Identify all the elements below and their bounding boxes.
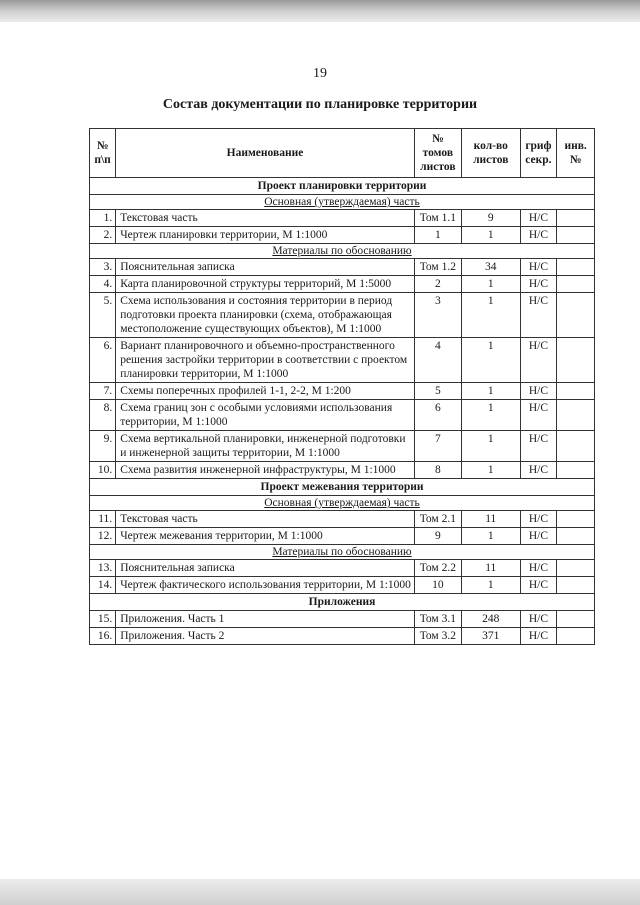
- row-inv: [557, 528, 595, 545]
- table-row: [90, 462, 595, 479]
- row-tom: 6: [414, 400, 461, 431]
- table-header-row: [90, 129, 595, 178]
- row-kol: 1: [461, 431, 520, 462]
- header-kol: кол-во листов: [461, 129, 520, 178]
- row-num: 2.: [90, 227, 116, 244]
- row-name: Текстовая часть: [116, 511, 415, 528]
- page-title: Состав документации по планировке территории: [162, 97, 478, 112]
- row-tom: 4: [414, 338, 461, 383]
- row-inv: [557, 577, 595, 594]
- row-tom: 7: [414, 431, 461, 462]
- row-inv: [557, 462, 595, 479]
- scan-top-shadow: [0, 0, 640, 22]
- row-name: Вариант планировочного и объемно-пространственного решения застройки территории в соответствии с проектом планировки территории, М 1:1000: [116, 338, 415, 383]
- row-inv: [557, 227, 595, 244]
- row-grif: Н/С: [520, 293, 557, 338]
- row-num: 4.: [90, 276, 116, 293]
- table-row: [90, 338, 595, 383]
- header-tom: № томов листов: [414, 129, 461, 178]
- row-name: Схема развития инженерной инфраструктуры, М 1:1000: [116, 462, 415, 479]
- row-tom: 3: [414, 293, 461, 338]
- row-inv: [557, 259, 595, 276]
- row-name: Приложения. Часть 1: [116, 611, 415, 628]
- row-kol: 34: [461, 259, 520, 276]
- row-inv: [557, 210, 595, 227]
- header-num: № п\п: [90, 129, 116, 178]
- row-name: Чертеж планировки территории, М 1:1000: [116, 227, 415, 244]
- table-row: [90, 628, 595, 645]
- row-grif: Н/С: [520, 528, 557, 545]
- row-inv: [557, 400, 595, 431]
- row-name: Чертеж межевания территории, М 1:1000: [116, 528, 415, 545]
- row-grif: Н/С: [520, 511, 557, 528]
- row-grif: Н/С: [520, 628, 557, 645]
- subsection-heading: Основная (утверждаемая) часть: [90, 496, 595, 511]
- row-grif: Н/С: [520, 462, 557, 479]
- row-tom: Том 1.2: [414, 259, 461, 276]
- section-heading: Приложения: [90, 594, 595, 611]
- row-tom: Том 2.2: [414, 560, 461, 577]
- row-inv: [557, 511, 595, 528]
- row-grif: Н/С: [520, 431, 557, 462]
- row-grif: Н/С: [520, 227, 557, 244]
- row-kol: 1: [461, 528, 520, 545]
- row-grif: Н/С: [520, 276, 557, 293]
- table-row: [90, 528, 595, 545]
- row-kol: 1: [461, 577, 520, 594]
- row-name: Схема границ зон с особыми условиями использования территории, М 1:1000: [116, 400, 415, 431]
- row-tom: Том 3.2: [414, 628, 461, 645]
- row-tom: 1: [414, 227, 461, 244]
- row-inv: [557, 338, 595, 383]
- row-name: Приложения. Часть 2: [116, 628, 415, 645]
- row-name: Карта планировочной структуры территорий, М 1:5000: [116, 276, 415, 293]
- row-name: Схема использования и состояния территории в период подготовки проекта планировки (схема, отображающая местоположение существующих объектов), М 1:1000: [116, 293, 415, 338]
- row-name: Текстовая часть: [116, 210, 415, 227]
- row-inv: [557, 628, 595, 645]
- row-tom: 2: [414, 276, 461, 293]
- row-name: Схемы поперечных профилей 1-1, 2-2, М 1:200: [116, 383, 415, 400]
- row-kol: 1: [461, 338, 520, 383]
- row-kol: 1: [461, 400, 520, 431]
- table-row: [90, 227, 595, 244]
- table-row: [90, 431, 595, 462]
- row-tom: 10: [414, 577, 461, 594]
- row-tom: Том 2.1: [414, 511, 461, 528]
- table-row: [90, 511, 595, 528]
- header-name: Наименование: [116, 129, 415, 178]
- row-tom: 8: [414, 462, 461, 479]
- row-num: 8.: [90, 400, 116, 431]
- table-row: [90, 577, 595, 594]
- row-kol: 1: [461, 293, 520, 338]
- row-num: 13.: [90, 560, 116, 577]
- row-grif: Н/С: [520, 210, 557, 227]
- row-inv: [557, 276, 595, 293]
- row-grif: Н/С: [520, 400, 557, 431]
- row-inv: [557, 560, 595, 577]
- row-inv: [557, 383, 595, 400]
- row-num: 16.: [90, 628, 116, 645]
- row-kol: 1: [461, 383, 520, 400]
- header-grif: гриф секр.: [520, 129, 557, 178]
- row-inv: [557, 611, 595, 628]
- row-kol: 1: [461, 462, 520, 479]
- row-kol: 9: [461, 210, 520, 227]
- table-row: [90, 210, 595, 227]
- row-num: 11.: [90, 511, 116, 528]
- header-inv: инв. №: [557, 129, 595, 178]
- row-kol: 248: [461, 611, 520, 628]
- row-num: 1.: [90, 210, 116, 227]
- row-kol: 1: [461, 227, 520, 244]
- subsection-heading: Материалы по обоснованию: [90, 545, 595, 560]
- row-grif: Н/С: [520, 577, 557, 594]
- table-row: [90, 383, 595, 400]
- table-row: [90, 560, 595, 577]
- row-kol: 1: [461, 276, 520, 293]
- row-num: 6.: [90, 338, 116, 383]
- row-grif: Н/С: [520, 259, 557, 276]
- row-num: 10.: [90, 462, 116, 479]
- row-tom: 5: [414, 383, 461, 400]
- table-row: [90, 400, 595, 431]
- row-name: Пояснительная записка: [116, 560, 415, 577]
- row-inv: [557, 293, 595, 338]
- documentation-table: [89, 128, 595, 645]
- row-grif: Н/С: [520, 560, 557, 577]
- row-name: Схема вертикальной планировки, инженерной подготовки и инженерной защиты территории, М 1:1000: [116, 431, 415, 462]
- table-row: [90, 259, 595, 276]
- table-row: [90, 611, 595, 628]
- row-kol: 11: [461, 560, 520, 577]
- row-num: 14.: [90, 577, 116, 594]
- row-tom: Том 1.1: [414, 210, 461, 227]
- row-num: 12.: [90, 528, 116, 545]
- row-name: Пояснительная записка: [116, 259, 415, 276]
- row-kol: 371: [461, 628, 520, 645]
- row-num: 15.: [90, 611, 116, 628]
- table-row: [90, 293, 595, 338]
- scan-bottom-shadow: [0, 879, 640, 905]
- row-inv: [557, 431, 595, 462]
- row-num: 5.: [90, 293, 116, 338]
- row-grif: Н/С: [520, 611, 557, 628]
- section-heading: Проект межевания территории: [90, 479, 595, 496]
- row-num: 7.: [90, 383, 116, 400]
- section-heading: Проект планировки территории: [90, 178, 595, 195]
- row-name: Чертеж фактического использования территории, М 1:1000: [116, 577, 415, 594]
- subsection-heading: Основная (утверждаемая) часть: [90, 195, 595, 210]
- subsection-heading: Материалы по обоснованию: [90, 244, 595, 259]
- row-kol: 11: [461, 511, 520, 528]
- row-num: 9.: [90, 431, 116, 462]
- row-tom: Том 3.1: [414, 611, 461, 628]
- page-number: 19: [313, 66, 327, 81]
- row-grif: Н/С: [520, 338, 557, 383]
- row-tom: 9: [414, 528, 461, 545]
- row-num: 3.: [90, 259, 116, 276]
- row-grif: Н/С: [520, 383, 557, 400]
- table-row: [90, 276, 595, 293]
